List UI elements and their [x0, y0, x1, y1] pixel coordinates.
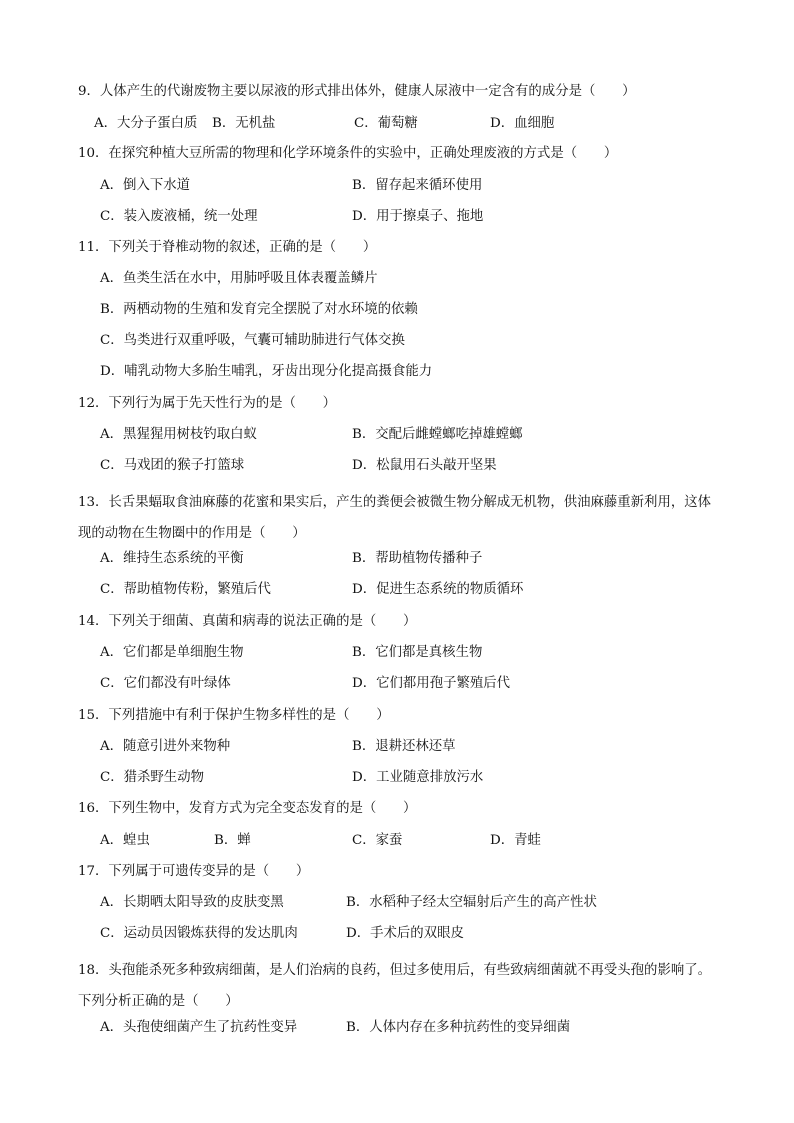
question-stem: 12．下列行为属于先天性行为的是（ ） [78, 396, 337, 411]
option-c: C．葡萄糖 [354, 116, 418, 131]
option-a: A．大分子蛋白质 [94, 116, 198, 131]
option-a: A．蝗虫 [100, 833, 150, 848]
question-stem: 15．下列措施中有利于保护生物多样性的是（ ） [78, 708, 390, 723]
option-d: D．促进生态系统的物质循环 [352, 582, 524, 597]
option-b: B．两栖动物的生殖和发育完全摆脱了对水环境的依赖 [100, 302, 418, 317]
question-stem: 11．下列关于脊椎动物的叙述，正确的是（ ） [78, 240, 377, 255]
option-d: D．松鼠用石头敲开坚果 [352, 458, 497, 473]
option-c: C．它们都没有叶绿体 [100, 676, 231, 691]
option-a: A．倒入下水道 [100, 178, 191, 193]
option-d: D．用于擦桌子、拖地 [352, 209, 484, 224]
option-d: D．哺乳动物大多胎生哺乳，牙齿出现分化提高摄食能力 [100, 364, 433, 379]
option-b: B．水稻种子经太空辐射后产生的高产性状 [346, 895, 597, 910]
option-b: B．蝉 [214, 833, 251, 848]
option-d: D．它们都用孢子繁殖后代 [352, 676, 511, 691]
option-d: D．血细胞 [490, 116, 555, 131]
question-stem: 18．头孢能杀死多种致病细菌，是人们治病的良药，但过多使用后，有些致病细菌就不再受头孢的影响了。下列分析正确的是（ ） [78, 963, 712, 1009]
option-b: B．无机盐 [212, 116, 276, 131]
option-a: A．长期晒太阳导致的皮肤变黑 [100, 895, 284, 910]
option-d: D．工业随意排放污水 [352, 770, 484, 785]
option-c: C．装入废液桶，统一处理 [100, 209, 258, 224]
question-stem: 16．下列生物中，发育方式为完全变态发育的是（ ） [78, 801, 417, 816]
question-stem: 17．下列属于可遗传变异的是（ ） [78, 864, 310, 879]
option-a: A．鱼类生活在水中，用肺呼吸且体表覆盖鳞片 [100, 271, 378, 286]
option-c: C．家蚕 [352, 833, 403, 848]
option-a: A．头孢使细菌产生了抗药性变异 [100, 1020, 298, 1035]
option-c: C．运动员因锻炼获得的发达肌肉 [100, 926, 298, 941]
option-c: C．鸟类进行双重呼吸，气囊可辅助肺进行气体交换 [100, 333, 405, 348]
question-stem: 10．在探究种植大豆所需的物理和化学环境条件的实验中，正确处理废液的方式是（ ） [78, 146, 618, 161]
option-c: C．帮助植物传粉，繁殖后代 [100, 582, 271, 597]
question-stem: 13．长舌果蝠取食油麻藤的花蜜和果实后，产生的粪便会被微生物分解成无机物，供油麻藤重新利用，这体现的动物在生物圈中的作用是（ ） [78, 495, 712, 541]
option-d: D．手术后的双眼皮 [346, 926, 464, 941]
option-a: A．它们都是单细胞生物 [100, 645, 244, 660]
option-b: B．留存起来循环使用 [352, 178, 483, 193]
option-d: D．青蛙 [490, 833, 541, 848]
option-b: B．它们都是真核生物 [352, 645, 483, 660]
option-a: A．维持生态系统的平衡 [100, 551, 244, 566]
option-b: B．人体内存在多种抗药性的变异细菌 [346, 1020, 571, 1035]
question-stem: 9．人体产生的代谢废物主要以尿液的形式排出体外，健康人尿液中一定含有的成分是（ ） [78, 84, 636, 99]
option-c: C．马戏团的猴子打篮球 [100, 458, 245, 473]
option-a: A．随意引进外来物种 [100, 739, 231, 754]
option-b: B．帮助植物传播种子 [352, 551, 483, 566]
option-a: A．黑猩猩用树枝钓取白蚁 [100, 427, 257, 442]
option-b: B．退耕还林还草 [352, 739, 456, 754]
question-stem: 14．下列关于细菌、真菌和病毒的说法正确的是（ ） [78, 614, 417, 629]
option-b: B．交配后雌螳螂吃掉雄螳螂 [352, 427, 523, 442]
option-c: C．猎杀野生动物 [100, 770, 204, 785]
